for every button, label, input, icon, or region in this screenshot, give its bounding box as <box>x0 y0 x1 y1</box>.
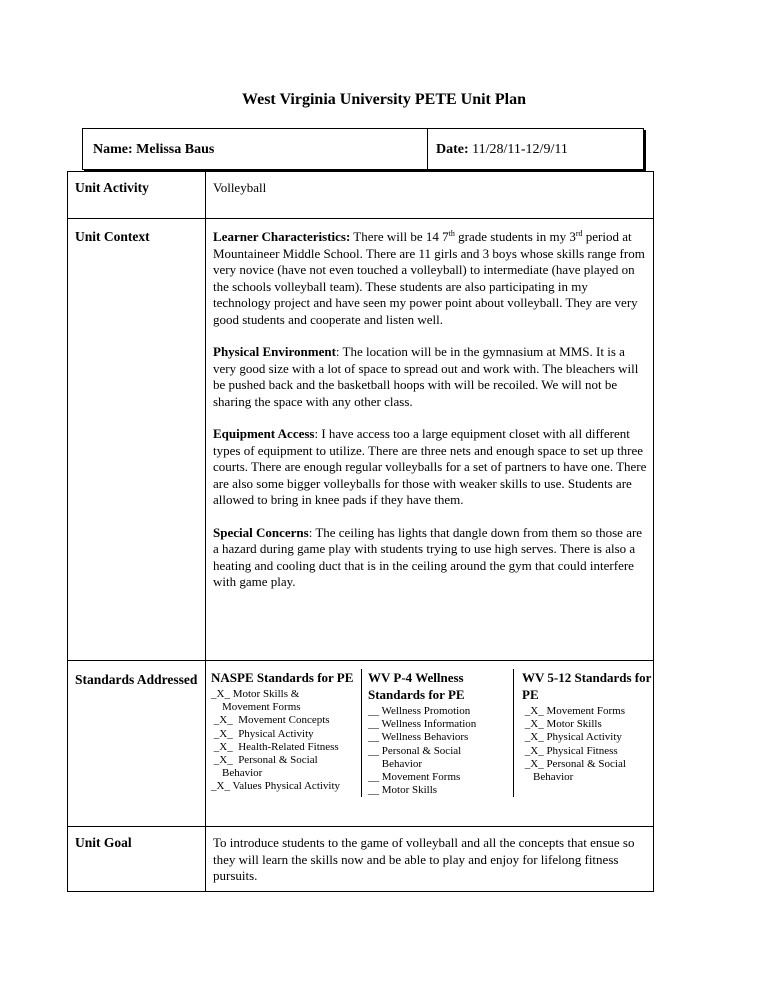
naspe-item: _X_ Motor Skills & <box>211 688 300 700</box>
naspe-item: _X_ Movement Concepts <box>211 714 330 727</box>
date-label: Date: <box>436 142 469 157</box>
unit-goal-text: To introduce students to the game of volleyball and all the concepts that ensue so they will learn the skills now and be able to play and enjoy for lifelong fitness pursuits. <box>206 827 654 892</box>
wv-p4-item: __ Motor Skills <box>368 784 438 797</box>
document-title: West Virginia University PETE Unit Plan <box>241 91 526 108</box>
special-concerns <box>213 525 647 591</box>
wv-p4-heading: WV P-4 Wellness Standards for PE <box>368 670 465 702</box>
naspe-item: _X_ Physical Activity <box>211 727 314 740</box>
wv-p4-item: __ Wellness Information <box>368 718 477 731</box>
naspe-heading: NASPE Standards for PE <box>211 670 354 685</box>
learner-text-3: period at Mountaineer Middle School. There are 11 girls and 3 boys whose skills range from very novice (have not even touched a volleyball) to intermediate (have played on the schools volleyball team). These students are also participating in my technology project and have seen my power point about volleyball. They are very good students and cooperate and listen well. <box>213 229 645 327</box>
standards-columns <box>211 669 653 797</box>
wv-p4-item: __ Personal & Social <box>368 744 462 757</box>
wv-512-item: _X_ Movement Forms <box>522 705 625 717</box>
wv-512-item: _X_ Physical Activity <box>522 731 622 744</box>
naspe-item: _X_ Values Physical Activity <box>211 780 341 793</box>
unit-context-label: Unit Context <box>68 219 206 661</box>
row-standards <box>68 661 654 827</box>
naspe-item: Behavior <box>211 767 263 780</box>
wv-512-item: _X_ Motor Skills <box>522 718 602 731</box>
learner-label: Learner Characteristics: <box>213 229 351 244</box>
row-unit-goal <box>68 827 654 892</box>
wv-512-item: _X_ Personal & Social <box>522 757 626 770</box>
unit-goal-label: Unit Goal <box>68 827 206 892</box>
wv-512-heading: WV 5-12 Standards for PE <box>522 670 652 702</box>
wv-p4-column <box>362 669 514 797</box>
naspe-column <box>211 669 362 797</box>
name-field: Name: Melissa Baus <box>83 129 428 169</box>
standards-label: Standards Addressed <box>68 661 206 827</box>
standards-content <box>206 661 654 827</box>
wv-p4-item: __ Wellness Behaviors <box>368 731 469 744</box>
naspe-item: Movement Forms <box>211 701 301 714</box>
date-field <box>428 129 643 169</box>
wv-p4-item: __ Wellness Promotion <box>368 705 471 717</box>
unit-activity-label: Unit Activity <box>68 172 206 219</box>
naspe-item: _X_ Personal & Social <box>211 754 318 767</box>
wv-512-column <box>514 669 652 797</box>
learner-characteristics <box>213 229 647 328</box>
special-text: : The ceiling has lights that dangle down from them so those are a hazard during game play with students trying to use high serves. There is also a heating and cooling duct that is in the ceiling around the gym that could interfere with game play. <box>213 524 643 589</box>
unit-plan-table <box>67 171 654 892</box>
learner-sup-2: rd <box>575 229 583 238</box>
learner-text-2: grade students in my 3 <box>454 229 576 244</box>
unit-context-content <box>206 219 654 661</box>
wv-512-item: Behavior <box>522 771 574 784</box>
physical-text: : The location will be in the gymnasium at MMS. It is a very good size with a lot of space to spread out and work with. The bleachers will be pushed back and the basketball hoops with will be recoiled. We will not be sharing the space with any other class. <box>213 344 639 409</box>
equipment-access <box>213 426 647 509</box>
row-unit-context <box>68 219 654 661</box>
wv-p4-item: Behavior <box>368 757 423 770</box>
naspe-item: _X_ Health-Related Fitness <box>211 740 339 753</box>
row-unit-activity <box>68 172 654 219</box>
learner-sup-1: th <box>448 229 455 238</box>
date-value: 11/28/11-12/9/11 <box>472 142 568 157</box>
learner-text-1: There will be 14 7 <box>350 229 449 244</box>
equipment-label: Equipment Access <box>213 426 315 441</box>
physical-label: Physical Environment <box>213 344 336 359</box>
unit-activity-value: Volleyball <box>206 172 654 219</box>
header-box <box>82 128 644 170</box>
special-label: Special Concerns <box>213 524 309 540</box>
physical-environment <box>213 344 647 410</box>
equipment-text: : I have access too a large equipment closet with all different types of equipment to utilize. There are three nets and enough space to set up three courts. There are enough regular volleyballs for a set of partners to have one. There are also some bigger volleyballs for those with weaker skills to use. Students are allowed to bring in knee pads if they have them. <box>213 426 647 507</box>
wv-p4-item: __ Movement Forms <box>368 771 461 784</box>
wv-512-item: _X_ Physical Fitness <box>522 744 618 757</box>
